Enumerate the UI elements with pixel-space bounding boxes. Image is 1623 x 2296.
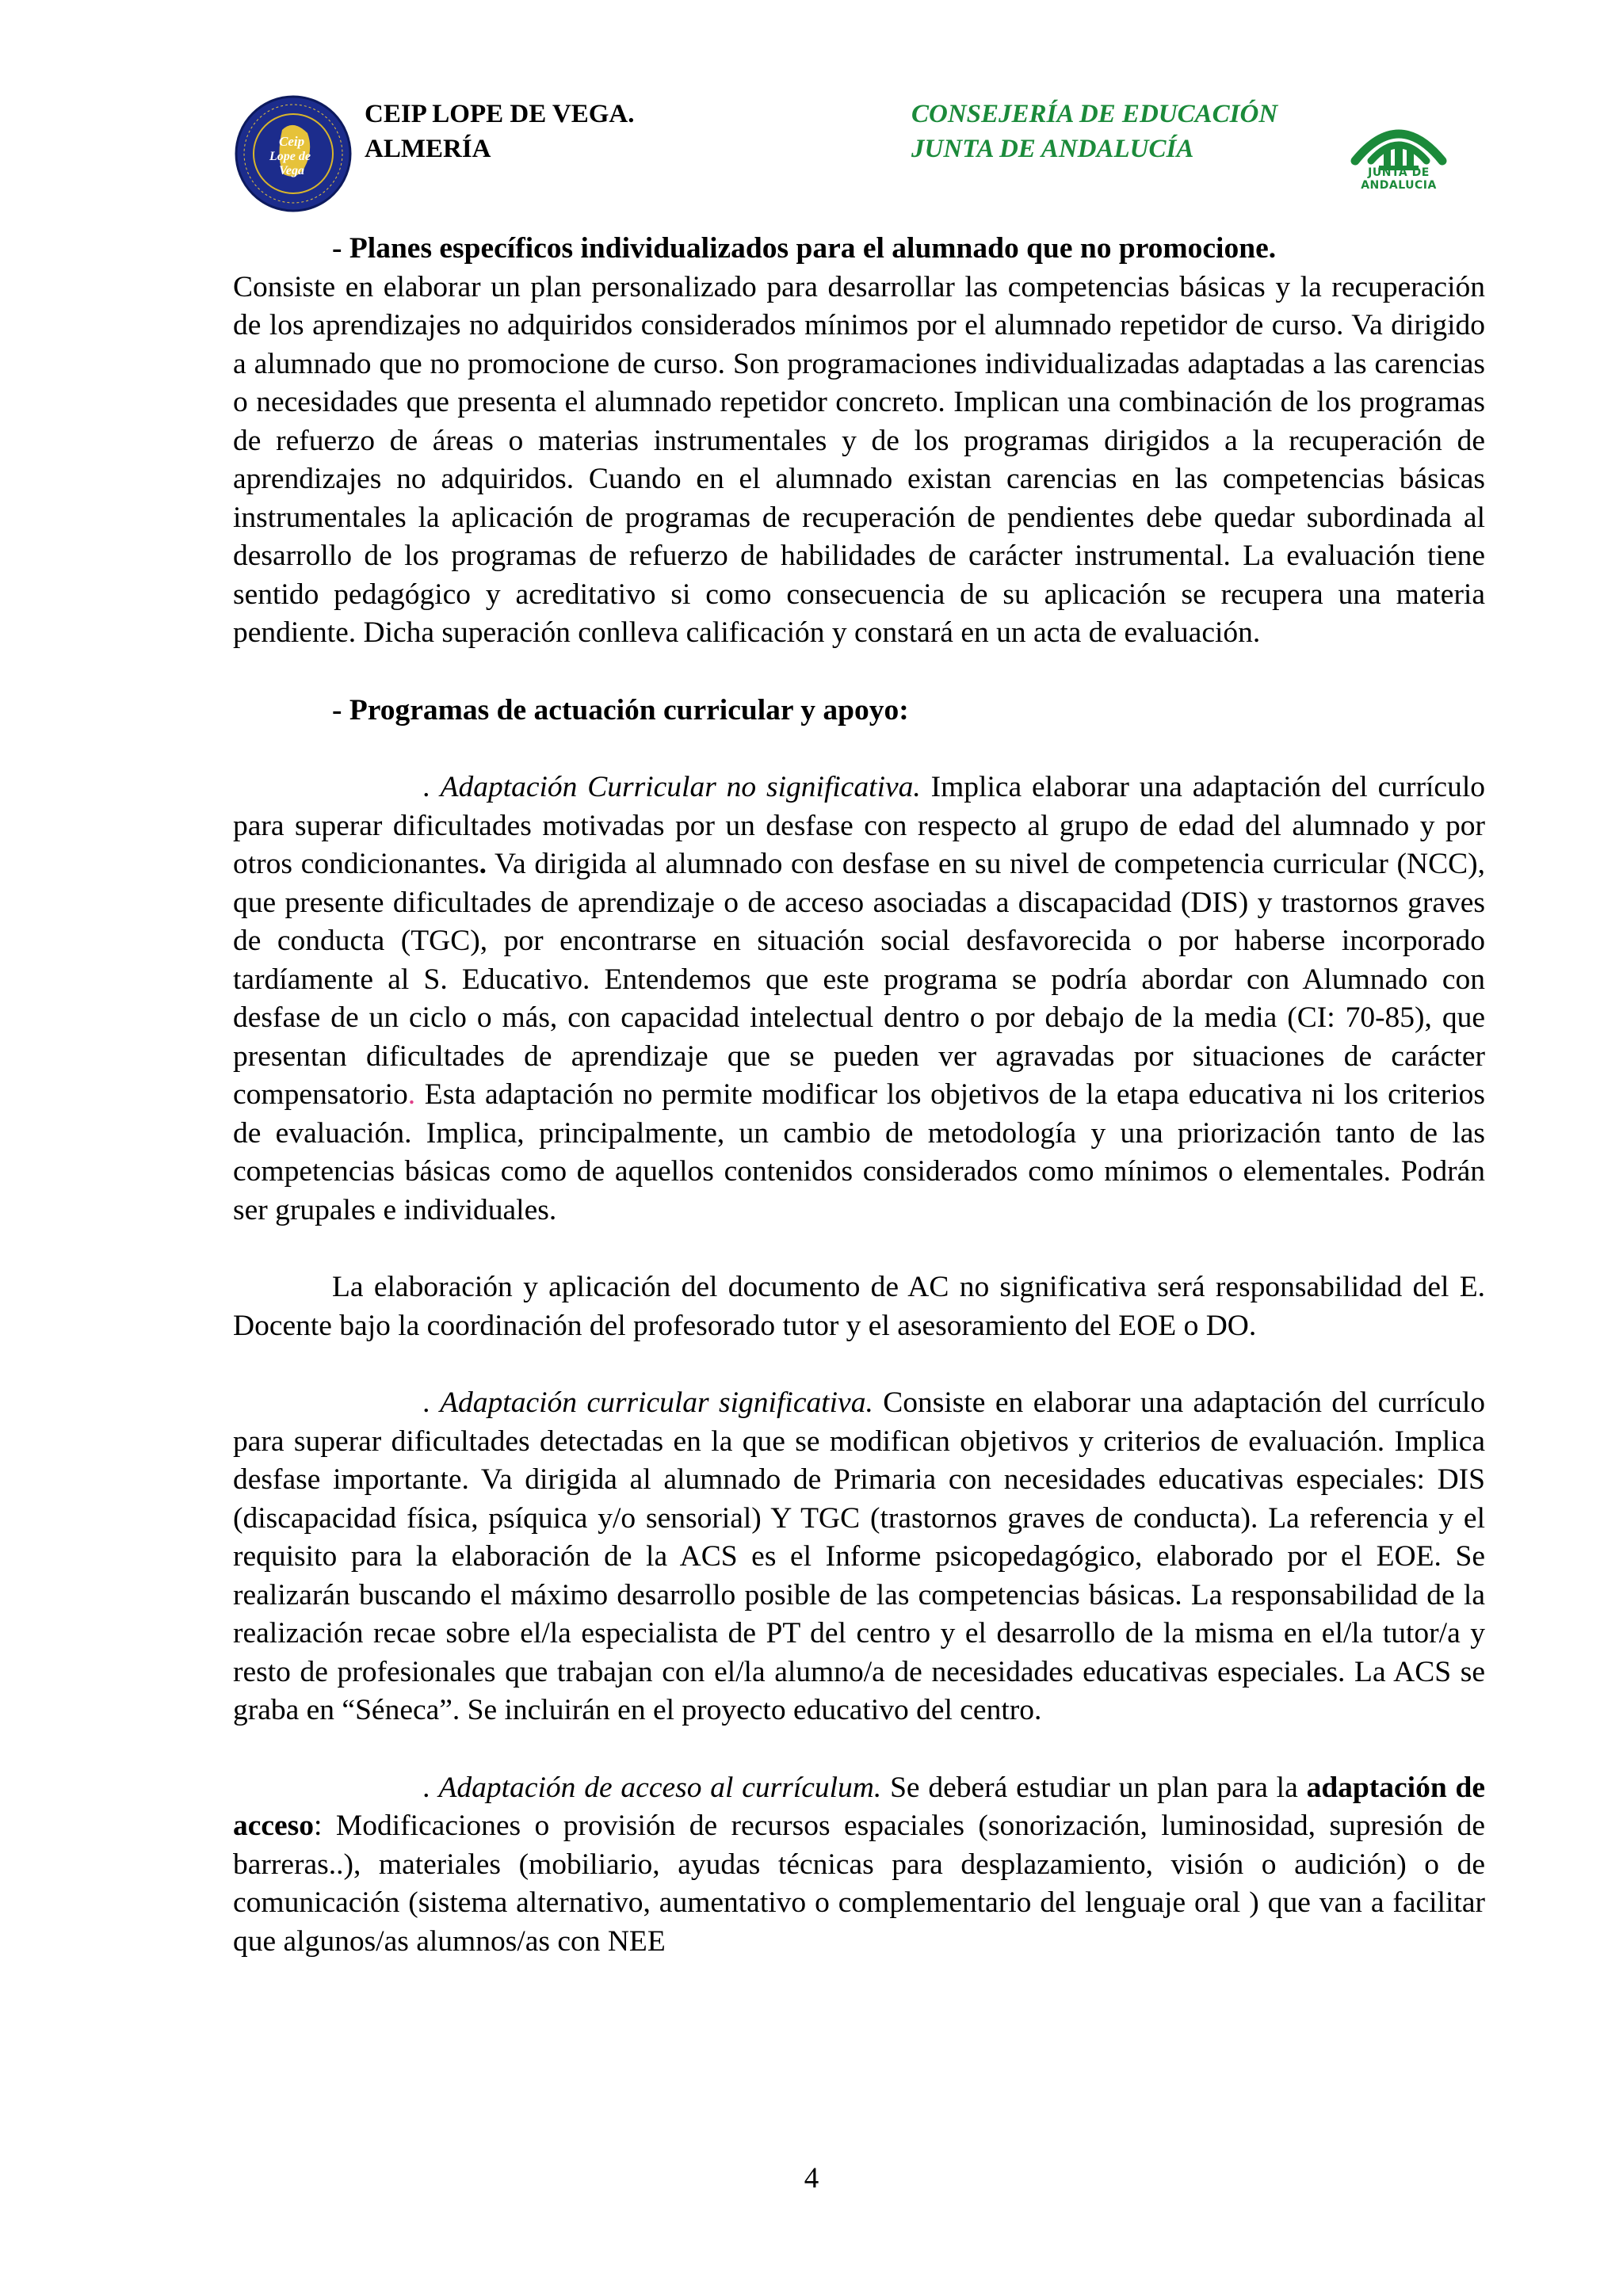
ac-sig-title: . Adaptación curricular significativa. [423, 1386, 873, 1419]
ac-no-sig-bold-dot: . [479, 848, 487, 880]
programs-heading: - Programas de actuación curricular y apoyo: [332, 693, 909, 727]
school-seal-logo [235, 95, 352, 212]
ac-no-sig-body-a: Implica elaborar una adaptación del currículo para superar dificultades motivadas por un desfase con respecto al grupo de edad del alumnado y por otros condicionantes [233, 771, 1485, 880]
ac-no-sig-body-c: Esta adaptación no permite modificar los objetivos de la etapa educativa ni los criterios de evaluación. Implica, principalmente, un cambio de metodología y una priorización tanto de las competencias básicas como de aquellos contenidos considerados como mínimos o elementales. Podrán ser grupales e individuales. [233, 1078, 1485, 1226]
school-name [365, 97, 634, 166]
plans-body: Consiste en elaborar un plan personalizado para desarrollar las competencias básicas y la recuperación de los aprendizajes no adquiridos considerados mínimos por el alumnado repetidor de curso. Va dirigido a alumnado que no promocione de curso. Son programaciones individualizadas adaptadas a las carencias o necesidades que presenta el alumnado repetidor concreto. Implican una combinación de los programas de refuerzo de áreas o materias instrumentales y de los programas dirigidos a la recuperación de aprendizajes no adquiridos. Cuando en el alumnado existan carencias en las competencias básicas instrumentales la aplicación de programas de recuperación de pendientes debe quedar subordinada al desarrollo de los programas de refuerzo de habilidades de carácter instrumental. La evaluación tiene sentido pedagógico y acreditativo si como consecuencia de su aplicación se recupera una materia pendiente. Dicha superación conlleva calificación y constará en un acta de evaluación. [233, 270, 1485, 649]
ac-no-sig-pink-dot: . [407, 1078, 416, 1111]
ac-no-sig-title: . Adaptación Curricular no significativa. [423, 771, 921, 803]
ac-significativa-paragraph [233, 1384, 1485, 1730]
plans-paragraph [233, 230, 1485, 653]
plans-title: - Planes específicos individualizados para el alumnado que no promocione. [332, 232, 1277, 265]
ac-sig-body: Consiste en elaborar una adaptación del currículo para superar dificultades detectadas en la que se modifican objetivos y criterios de evaluación. Implica desfase importante. Va dirigida al alumnado de Primaria con necesidades educativas especiales: DIS (discapacidad física, psíquica y/o sensorial) Y TGC (trastornos graves de conducta). La referencia y el requisito para la elaboración de la ACS es el Informe psicopedagógico, elaborado por el EOE. Se realizarán buscando el máximo desarrollo posible de las competencias básicas. La responsabilidad de la realización recae sobre el/la especialista de PT del centro y el desarrollo de la misma en el/la tutor/a y resto de profesionales que trabajan con el/la alumno/a de necesidades educativas especiales. La ACS se graba en “Séneca”. Se incluirán en el proyecto educativo del centro. [233, 1386, 1485, 1726]
svg-text:Vega: Vega [279, 164, 304, 177]
page-number: 4 [804, 2162, 819, 2195]
ac-no-sig-body-b: Va dirigida al alumnado con desfase en su nivel de competencia curricular (NCC), que presente dificultades de aprendizaje o de acceso asociadas a discapacidad (DIS) y trastornos graves de conducta (TGC), por encontrarse en situación social desfavorecida o por haberse incorporado tardíamente al S. Educativo. Entendemos que este programa se podría abordar con Alumnado con desfase de un ciclo o más, con capacidad intelectual dentro o por debajo de la media (CI: 70-85), que presentan dificultades de aprendizaje que se pueden ver agravadas por situaciones de carácter compensatorio [233, 848, 1485, 1111]
consejeria-line2: JUNTA DE ANDALUCÍA [911, 135, 1194, 163]
svg-text:Ceip: Ceip [279, 134, 305, 149]
svg-text:Lope de: Lope de [269, 150, 311, 163]
ac-acceso-title: . Adaptación de acceso al currículum. [423, 1771, 882, 1804]
document-body [233, 230, 1485, 1961]
ac-no-significativa-paragraph [233, 769, 1485, 1230]
ac-acceso-bold: adaptación de acceso [233, 1771, 1485, 1842]
consejeria-name [911, 97, 1277, 166]
ac-acceso-paragraph [233, 1769, 1485, 1962]
ac-acceso-body-b: : Modificaciones o provisión de recursos espaciales (sonorización, luminosidad, supresión de barreras..), materiales (mobiliario, ayudas técnicas para desplazamiento, visión o audición) o de comunicación (sistema alternativo, aumentativo o complementario del lenguaje oral ) que van a facilitar que algunos/as alumnos/as con NEE [233, 1810, 1485, 1958]
school-name-line1: CEIP LOPE DE VEGA. [365, 100, 635, 128]
school-name-line2: ALMERÍA [365, 135, 491, 163]
junta-logo-text: JUNTA DE ANDALUCIA [1361, 166, 1437, 192]
ac-acceso-body-a: Se deberá estudiar un plan para la [881, 1771, 1307, 1804]
ac-no-sig-responsibility: La elaboración y aplicación del documento de AC no significativa será responsabilidad del E. Docente bajo la coordinación del profesorado tutor y el asesoramiento del EOE o DO. [233, 1271, 1485, 1342]
consejeria-line1: CONSEJERÍA DE EDUCACIÓN [911, 100, 1278, 128]
